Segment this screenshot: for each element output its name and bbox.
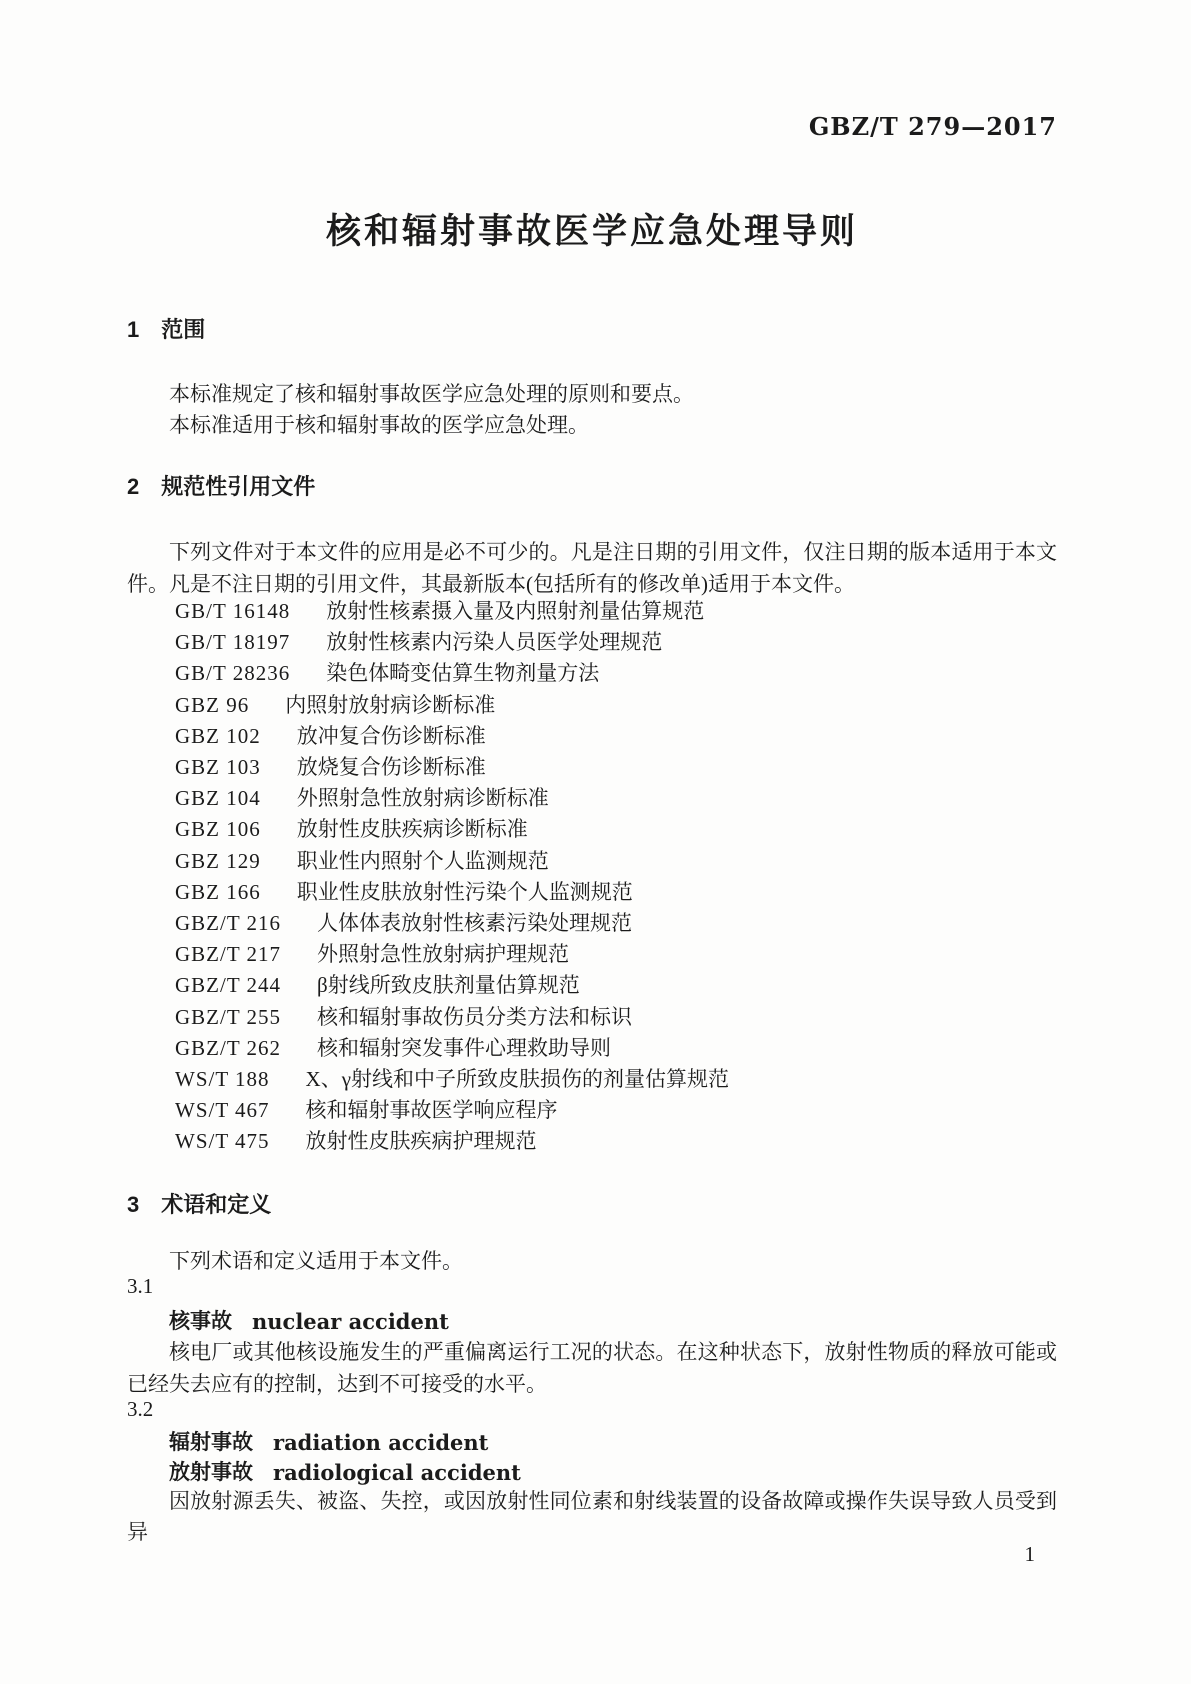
section-heading-3	[127, 1189, 1057, 1221]
page-number: 1	[1024, 1542, 1035, 1566]
reference-item	[175, 658, 1105, 689]
reference-item	[175, 814, 1105, 845]
ref-code: GBZ/T 217	[175, 942, 282, 967]
reference-item	[175, 752, 1105, 783]
reference-item	[175, 939, 1105, 970]
references-intro: 下列文件对于本文件的应用是必不可少的。凡是注日期的引用文件，仅注日期的版本适用于本文件。凡是不注日期的引用文件，其最新版本(包括所有的修改单)适用于本文件。	[127, 540, 1057, 596]
ref-title: 职业性内照射个人监测规范	[296, 848, 549, 873]
term-definition: 因放射源丢失、被盗、失控，或因放射性同位素和射线装置的设备故障或操作失误导致人员受到异	[127, 1489, 1057, 1544]
section-heading-2	[127, 471, 1057, 503]
section-number: 1	[127, 317, 140, 342]
ref-code: GBZ/T 244	[175, 973, 282, 998]
reference-item	[175, 877, 1105, 908]
ref-code: GBZ/T 255	[175, 1004, 282, 1029]
reference-item	[175, 627, 1105, 658]
scope-paragraph-1: 本标准规定了核和辐射事故医学应急处理的原则和要点。	[169, 382, 694, 406]
reference-item	[175, 1126, 1105, 1157]
reference-item	[175, 1033, 1105, 1064]
ref-title: 职业性皮肤放射性污染个人监测规范	[296, 879, 633, 904]
term-name-zh: 辐射事故	[169, 1431, 253, 1454]
doc-number: GBZ/T 279—2017	[808, 112, 1057, 141]
term-number-3-1: 3.1	[127, 1274, 154, 1298]
ref-code: GB/T 18197	[175, 630, 291, 655]
reference-item	[175, 1064, 1105, 1095]
ref-code: GBZ 166	[175, 879, 261, 904]
ref-code: GBZ 104	[175, 786, 261, 811]
ref-code: GBZ/T 262	[175, 1035, 282, 1060]
section-number: 2	[127, 474, 140, 499]
reference-item	[175, 970, 1105, 1001]
ref-title: 放冲复合伤诊断标准	[296, 723, 486, 748]
ref-code: GBZ 106	[175, 817, 261, 842]
section-number: 3	[127, 1192, 140, 1217]
ref-code: GBZ 129	[175, 848, 261, 873]
ref-title: 内照射放射病诊断标准	[285, 692, 496, 717]
section-label: 术语和定义	[161, 1192, 272, 1217]
ref-title: 放射性核素摄入量及内照射剂量估算规范	[326, 599, 705, 623]
section-label: 规范性引用文件	[161, 474, 316, 499]
ref-code: GB/T 16148	[175, 599, 291, 623]
reference-item	[175, 846, 1105, 877]
ref-title: 放射性皮肤疾病护理规范	[305, 1129, 537, 1154]
ref-title: 核和辐射事故医学响应程序	[305, 1098, 558, 1123]
ref-title: 外照射急性放射病诊断标准	[296, 786, 549, 811]
ref-title: 人体体表放射性核素污染处理规范	[317, 911, 633, 936]
reference-item	[175, 596, 1105, 627]
ref-code: WS/T 188	[175, 1067, 270, 1092]
ref-title: β射线所致皮肤剂量估算规范	[317, 973, 580, 998]
reference-list	[127, 596, 1105, 1158]
ref-title: 放射性皮肤疾病诊断标准	[296, 817, 528, 842]
ref-code: GBZ 103	[175, 755, 261, 780]
term-name-en: radiation accident	[273, 1430, 489, 1455]
ref-code: GBZ 96	[175, 692, 250, 717]
term-name-en: nuclear accident	[252, 1309, 449, 1334]
reference-item	[175, 1002, 1105, 1033]
section-label: 范围	[161, 317, 206, 342]
reference-item	[175, 908, 1105, 939]
page-title: 核和辐射事故医学应急处理导则	[325, 212, 858, 251]
term-name	[127, 1457, 1099, 1488]
ref-code: GBZ/T 216	[175, 911, 282, 936]
term-name-zh: 核事故	[169, 1310, 232, 1333]
ref-title: 外照射急性放射病护理规范	[317, 942, 570, 967]
terms-intro: 下列术语和定义适用于本文件。	[169, 1249, 463, 1273]
ref-code: GBZ 102	[175, 723, 261, 748]
ref-title: 放射性核素内污染人员医学处理规范	[326, 630, 663, 655]
reference-item	[175, 783, 1105, 814]
ref-code: WS/T 475	[175, 1129, 270, 1154]
ref-title: 染色体畸变估算生物剂量方法	[326, 661, 600, 686]
term-name-zh: 放射事故	[169, 1461, 253, 1484]
term-name	[127, 1427, 1099, 1458]
ref-code: GB/T 28236	[175, 661, 291, 686]
term-definition: 核电厂或其他核设施发生的严重偏离运行工况的状态。在这种状态下，放射性物质的释放可能或已经失去应有的控制，达到不可接受的水平。	[127, 1340, 1057, 1396]
term-name	[127, 1306, 1099, 1337]
reference-item	[175, 1095, 1105, 1126]
ref-title: 核和辐射事故伤员分类方法和标识	[317, 1004, 633, 1029]
term-number-3-2: 3.2	[127, 1397, 154, 1421]
ref-code: WS/T 467	[175, 1098, 270, 1123]
reference-item	[175, 721, 1105, 752]
ref-title: X、γ射线和中子所致皮肤损伤的剂量估算规范	[305, 1067, 729, 1092]
term-name-en: radiological accident	[273, 1460, 521, 1485]
ref-title: 放烧复合伤诊断标准	[296, 755, 486, 780]
scope-paragraph-2: 本标准适用于核和辐射事故的医学应急处理。	[169, 413, 589, 437]
section-heading-1	[127, 314, 1057, 346]
ref-title: 核和辐射突发事件心理救助导则	[317, 1035, 612, 1060]
reference-item	[175, 690, 1105, 721]
